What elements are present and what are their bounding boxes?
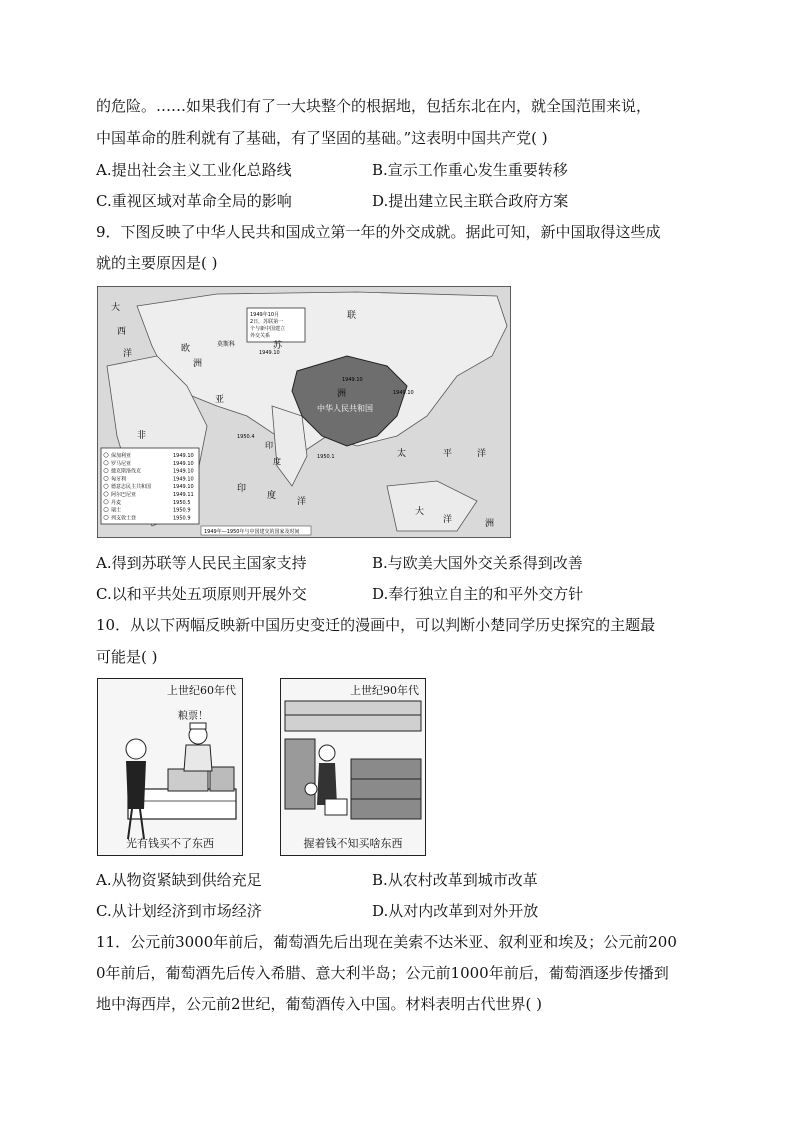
map-label-fei: 非 bbox=[137, 431, 147, 441]
legend-marker bbox=[104, 468, 108, 472]
legend-marker bbox=[104, 500, 108, 504]
legend-country: 捷克斯洛伐克 bbox=[111, 468, 142, 475]
callout-line-2: 2日，苏联第一 bbox=[250, 319, 284, 325]
legend-country: 丹麦 bbox=[111, 499, 122, 506]
cartoon-1-era: 上世纪60年代 bbox=[167, 684, 236, 697]
map-label-yin: 印 bbox=[237, 484, 247, 494]
legend-date: 1949.10 bbox=[173, 468, 194, 475]
map-date-3: 1949.10 bbox=[393, 390, 414, 396]
map-label-da: 大 bbox=[111, 303, 121, 313]
map-date-1: 1949.10 bbox=[259, 350, 280, 356]
map-label-zhou-eu: 洲 bbox=[193, 359, 203, 369]
q8-line-2: 中国革命的胜利就有了基础，有了坚固的基础。”这表明中国共产党( ) bbox=[96, 129, 548, 147]
map-label-ou: 欧 bbox=[181, 344, 191, 354]
map-label-india-2: 度 bbox=[273, 457, 281, 466]
q10-option-a[interactable]: A.从物资紧缺到供给充足 bbox=[96, 871, 262, 889]
q11-line-3: 地中海西岸，公元前2世纪，葡萄酒传入中国。材料表明古代世界( ) bbox=[96, 995, 543, 1013]
legend-date: 1950.5 bbox=[173, 499, 191, 506]
map-label-yang-pac: 洋 bbox=[477, 449, 487, 459]
q9-option-c[interactable]: C.以和平共处五项原则开展外交 bbox=[96, 585, 307, 603]
q11-line-1: 11．公元前3000年前后，葡萄酒先后出现在美索不达米亚、叙利亚和埃及；公元前200 bbox=[96, 933, 677, 951]
map-label-zhou-as: 洲 bbox=[337, 389, 347, 399]
legend-country: 匈牙利 bbox=[111, 476, 127, 483]
q9-option-a[interactable]: A.得到苏联等人民民主国家支持 bbox=[96, 554, 307, 572]
q8-line-1: 的危险。……如果我们有了一大块整个的根据地，包括东北在内，就全国范围来说， bbox=[96, 97, 652, 115]
legend-date: 1950.9 bbox=[173, 515, 191, 522]
map-date-5: 1950.1 bbox=[317, 454, 335, 460]
map-label-su: 苏 bbox=[273, 341, 283, 351]
q8-option-d[interactable]: D.提出建立民主联合政府方案 bbox=[372, 192, 569, 210]
map-label-ya: 亚 bbox=[215, 395, 225, 405]
callout-line-4: 外交关系 bbox=[250, 333, 271, 339]
map-label-zhou-oc: 洲 bbox=[485, 519, 495, 529]
q9-line-1: 9．下图反映了中华人民共和国成立第一年的外交成就。据此可知，新中国取得这些成 bbox=[96, 223, 661, 241]
cartoon-1990s bbox=[280, 678, 426, 856]
map-date-2: 1949.10 bbox=[342, 377, 363, 383]
map-label-yang-oc: 洋 bbox=[443, 515, 453, 525]
legend-country: 列支敦士登 bbox=[111, 515, 137, 522]
map-label-da-oc: 大 bbox=[415, 507, 425, 517]
q8-option-c[interactable]: C.重视区域对革命全局的影响 bbox=[96, 192, 292, 210]
legend-marker bbox=[104, 461, 108, 465]
cartoon-1-caption: 光有钱买不了东西 bbox=[126, 837, 214, 850]
callout-line-1: 1949年10月 bbox=[250, 312, 280, 318]
legend-marker bbox=[104, 507, 108, 511]
map-date-4: 1950.4 bbox=[237, 434, 255, 440]
map-label-tai: 太 bbox=[397, 449, 407, 459]
q10-line-1: 10．从以下两幅反映新中国历史变迁的漫画中，可以判断小楚同学历史探究的主题最 bbox=[96, 616, 656, 634]
q9-option-d[interactable]: D.奉行独立自主的和平外交方针 bbox=[372, 585, 584, 603]
q10-option-d[interactable]: D.从对内改革到对外开放 bbox=[372, 902, 539, 920]
cartoon-2-caption: 握着钱不知买啥东西 bbox=[303, 837, 403, 850]
cartoon-2-era: 上世纪90年代 bbox=[350, 684, 419, 697]
map-label-ping: 平 bbox=[443, 449, 453, 459]
legend-date: 1949.10 bbox=[173, 484, 194, 491]
map-label-yang-in: 洋 bbox=[297, 497, 307, 507]
legend-country: 瑞士 bbox=[111, 507, 122, 514]
map-label-du: 度 bbox=[267, 491, 277, 501]
q8-option-b[interactable]: B.宣示工作重心发生重要转移 bbox=[372, 161, 568, 179]
legend-date: 1949.10 bbox=[173, 453, 194, 459]
q9-line-2: 就的主要原因是( ) bbox=[96, 254, 218, 272]
q10-option-c[interactable]: C.从计划经济到市场经济 bbox=[96, 902, 262, 920]
map-label-india-1: 印 bbox=[265, 441, 273, 450]
map-label-yang: 洋 bbox=[123, 349, 133, 359]
map-label-xi: 西 bbox=[117, 327, 127, 337]
q9-option-b[interactable]: B.与欧美大国外交关系得到改善 bbox=[372, 554, 583, 572]
q8-option-a[interactable]: A.提出社会主义工业化总路线 bbox=[96, 161, 292, 179]
legend-marker bbox=[104, 476, 108, 480]
q10-line-2: 可能是( ) bbox=[96, 648, 158, 666]
map-label-moscow: 莫斯科 bbox=[217, 341, 236, 348]
cartoon-1960s bbox=[97, 678, 243, 856]
diplomacy-map bbox=[97, 286, 511, 538]
legend-date: 1949.10 bbox=[173, 476, 194, 483]
legend-country: 罗马尼亚 bbox=[111, 460, 132, 467]
map-footer: 1949年—1950年与中国建交的国家及时间 bbox=[204, 529, 300, 535]
cartoon-1-bubble: 粮票！ bbox=[178, 711, 208, 722]
legend-country: 保加利亚 bbox=[111, 453, 132, 459]
legend-country: 阿尔巴尼亚 bbox=[111, 492, 137, 498]
legend-marker bbox=[104, 492, 108, 496]
legend-country: 德意志民主共和国 bbox=[111, 484, 152, 491]
legend-date: 1949.10 bbox=[173, 460, 194, 467]
q11-line-2: 0年前后，葡萄酒先后传入希腊、意大利半岛；公元前1000年前后，葡萄酒逐步传播到 bbox=[96, 964, 669, 982]
callout-line-3: 个与新中国建立 bbox=[250, 326, 286, 332]
legend-marker bbox=[104, 484, 108, 488]
map-label-prc: 中华人民共和国 bbox=[317, 404, 373, 413]
legend-marker bbox=[104, 453, 108, 457]
legend-date: 1950.9 bbox=[173, 507, 191, 514]
legend-marker bbox=[104, 515, 108, 519]
q10-option-b[interactable]: B.从农村改革到城市改革 bbox=[372, 871, 538, 889]
map-label-lian: 联 bbox=[347, 311, 357, 321]
legend-date: 1949.11 bbox=[173, 492, 194, 498]
